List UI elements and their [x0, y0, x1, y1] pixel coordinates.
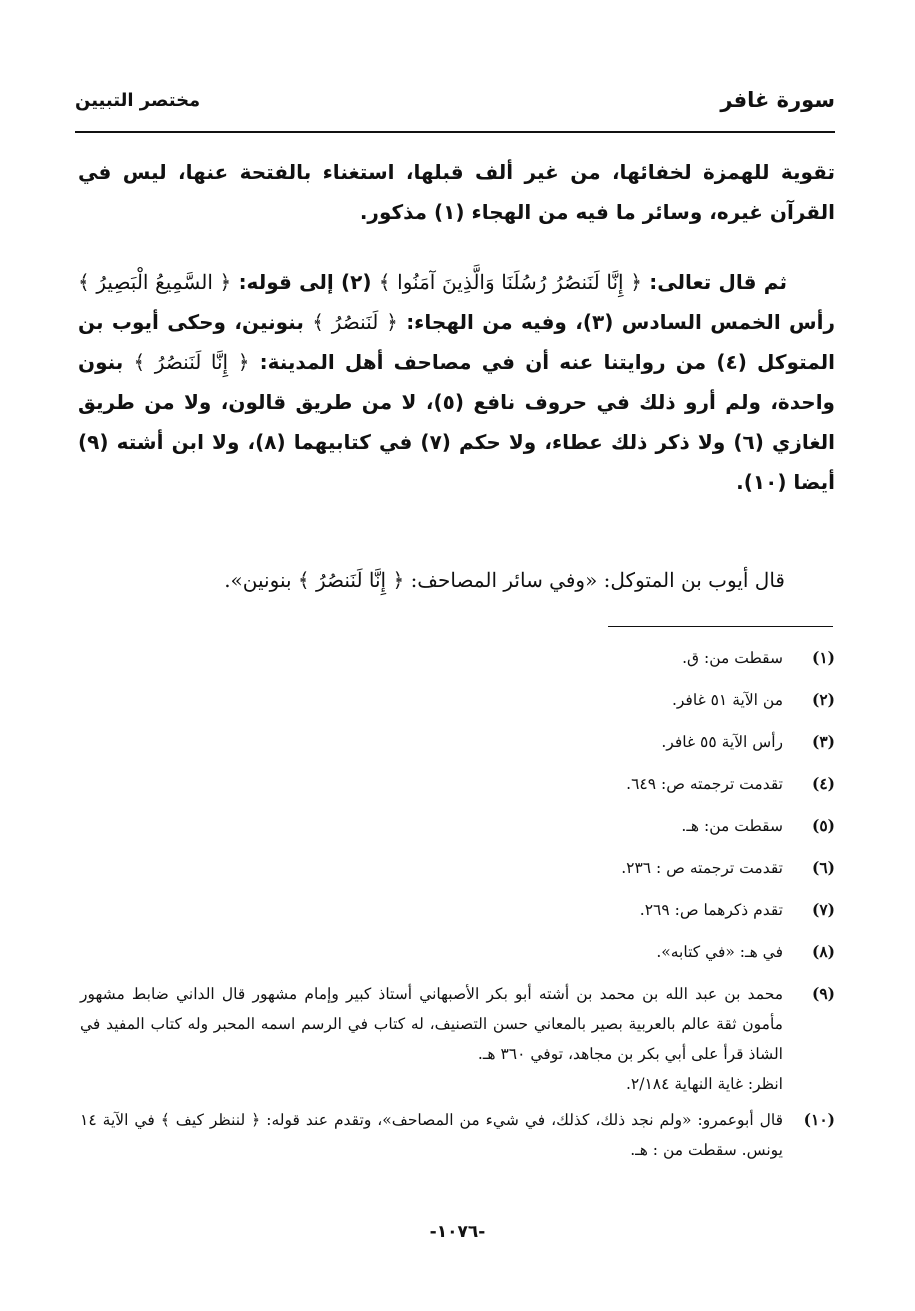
- paragraph-2-middle-3: بنونين، وحكى أيوب بن المتوكل (٤) من روايتنا عنه أن في مصاحف أهل المدينة:: [78, 310, 836, 374]
- quote-line: [78, 560, 835, 600]
- header-divider: [75, 131, 835, 133]
- footnote-text: قال أبوعمرو: «ولم نجد ذلك، كذلك، في شيء من المصاحف»، وتقدم عند قوله: ﴿ لننظر كيف ﴾ في الآية ١٤ يونس. سقطت من : هـ.: [80, 1111, 783, 1159]
- footnote-item: [80, 769, 835, 805]
- paragraph-1: تقوية للهمزة لخفائها، من غير ألف قبلها، استغناء بالفتحة عنها، ليس في القرآن غيره، وسائر ما فيه من الهجاء (١) مذكور.: [78, 160, 835, 224]
- quran-verse-2: ﴿ السَّمِيعُ الْبَصِيرُ ﴾: [78, 270, 232, 294]
- footnote-item: [80, 685, 835, 721]
- footnote-text: سقطت من: ق.: [682, 649, 783, 667]
- footnotes-list: [80, 643, 835, 1171]
- footnote-number: (٩): [811, 984, 835, 1003]
- footnote-number: (٥): [811, 816, 835, 835]
- quran-verse-3: ﴿ لَنَنصُرُ ﴾: [312, 310, 398, 334]
- paragraph-2-intro: ثم قال تعالى:: [649, 270, 787, 294]
- footnote-text: محمد بن عبد الله بن محمد بن أشته أبو بكر الأصبهاني أستاذ كبير وإمام مشهور قال الداني ضابط مشهور مأمون ثقة عالم بالعربية بصير بالمعاني حسن التصنيف، له كتاب في الرسم اسمه المحبر وله كتاب المفيد في الشاذ قرأ على أبي بكر بن مجاهد، توفي ٣٦٠ هـ.: [80, 985, 783, 1063]
- footnote-number: (٧): [811, 900, 835, 919]
- running-header: [75, 88, 835, 122]
- footnote-text: من الآية ٥١ غافر.: [671, 691, 783, 709]
- footnote-item: [80, 643, 835, 679]
- footnote-number: (٣): [811, 732, 835, 751]
- footnote-item: [80, 937, 835, 973]
- paragraph-2-end: بنون واحدة، ولم أرو ذلك في حروف نافع (٥)، لا من طريق قالون، ولا من طريق الغازي (٦) ولا ذكر ذلك عطاء، ولا حكم (٧) في كتابيهما (٨)، ولا ابن أشته (٩) أيضا (١٠).: [78, 350, 836, 494]
- footnote-number: (١٠): [803, 1110, 835, 1129]
- footnote-number: (٤): [811, 774, 835, 793]
- footnote-text: رأس الآية ٥٥ غافر.: [661, 733, 783, 751]
- footnote-text: تقدمت ترجمته ص: ٦٤٩.: [626, 775, 783, 793]
- page-number: -١٠٧٦-: [429, 1222, 486, 1242]
- footnote-number: (١): [811, 648, 835, 667]
- footnote-ref-2: (٢): [341, 270, 372, 294]
- quran-verse-4: ﴿ إِنَّا لَنَنصُرُ ﴾: [133, 350, 250, 374]
- footnote-number: (٦): [811, 858, 835, 877]
- paragraph-2: [78, 262, 835, 502]
- footnote-item: [80, 811, 835, 847]
- footnote-text: تقدم ذكرهما ص: ٢٦٩.: [639, 901, 783, 919]
- footnote-item: [80, 979, 835, 1099]
- footnote-text: تقدمت ترجمته ص : ٢٣٦.: [621, 859, 783, 877]
- footnote-divider: [608, 626, 833, 627]
- surah-title: سورة غافر: [720, 88, 835, 112]
- footnote-text: في هـ: «في كتابه».: [656, 943, 783, 961]
- footnote-text: سقطت من: هـ.: [681, 817, 783, 835]
- quote-verse: ﴿ إِنَّا لَنَنصُرُ ﴾: [297, 568, 405, 592]
- quran-verse-1: ﴿ إِنَّا لَنَنصُرُ رُسُلَنَا وَالَّذِينَ آمَنُوا ﴾: [378, 270, 642, 294]
- quote-start: قال أيوب بن المتوكل: «وفي سائر المصاحف:: [410, 568, 785, 592]
- footnote-item: [80, 895, 835, 931]
- paragraph-2-middle-1: إلى قوله:: [238, 270, 334, 294]
- book-title: مختصر التبيين: [75, 90, 201, 111]
- footnote-reference: انظر: غاية النهاية ٢/١٨٤.: [625, 1075, 783, 1093]
- footnote-number: (٢): [811, 690, 835, 709]
- footnote-number: (٨): [811, 942, 835, 961]
- quote-end: بنونين».: [224, 568, 292, 592]
- paragraph-2-middle-2: رأس الخمس السادس (٣)، وفيه من الهجاء:: [406, 310, 836, 334]
- footnote-item: [80, 727, 835, 763]
- footnote-item: [80, 1105, 835, 1165]
- footnote-item: [80, 853, 835, 889]
